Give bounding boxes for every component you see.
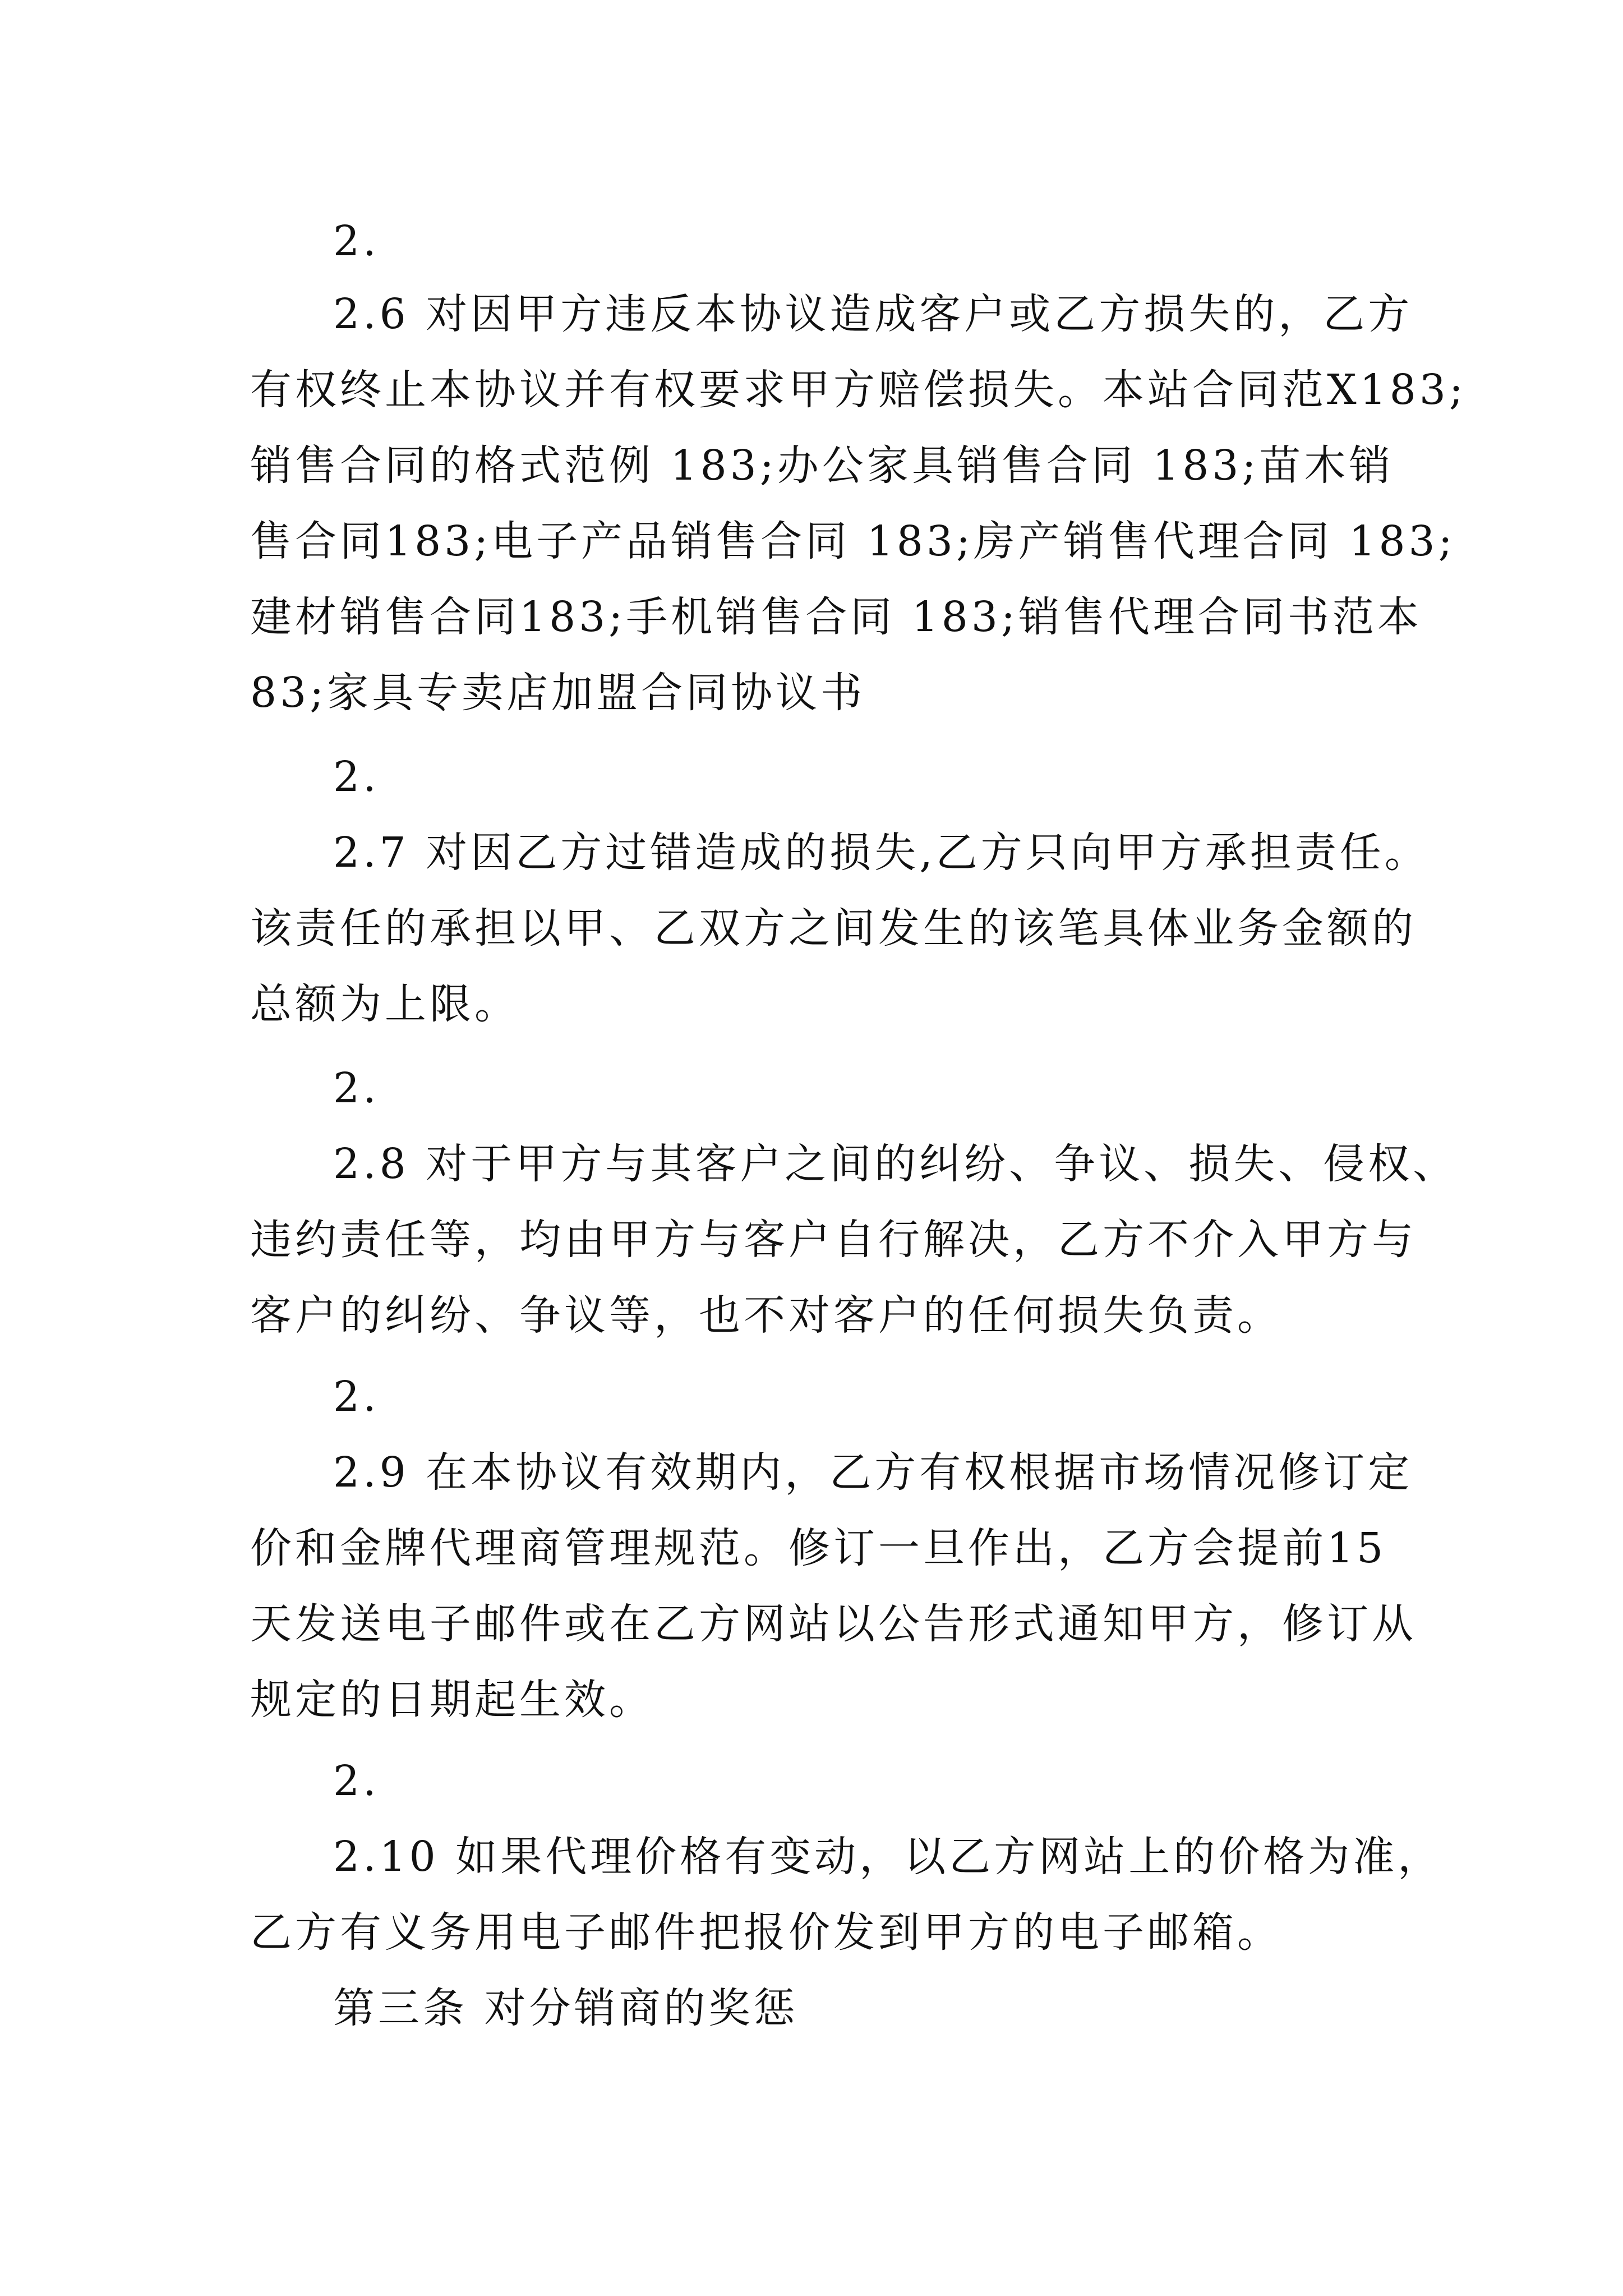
section-number-line: 2. [333,217,380,265]
clause-2-8-line-1: 2.8 对于甲方与其客户之间的纠纷、争议、损失、侵权、 [333,1140,1458,1188]
clause-2-6-line-1: 2.6 对因甲方违反本协议造成客户或乙方损失的，乙方 [333,290,1413,338]
section-number-line: 2. [333,753,380,801]
clause-2-8-line-3: 客户的纠纷、争议等，也不对客户的任何损失负责。 [250,1291,1282,1340]
clause-2-6-line-5: 建材销售合同183;手机销售合同 183;销售代理合同书范本 [250,593,1422,641]
clause-2-6-line-4: 售合同183;电子产品销售合同 183;房产销售代理合同 183; [250,517,1456,565]
clause-2-9-line-2: 价和金牌代理商管理规范。修订一旦作出，乙方会提前15 [250,1524,1387,1572]
clause-2-8-line-2: 违约责任等，均由甲方与客户自行解决，乙方不介入甲方与 [250,1216,1417,1264]
clause-2-9-line-3: 天发送电子邮件或在乙方网站以公告形式通知甲方，修订从 [250,1600,1417,1648]
clause-2-7-line-2: 该责任的承担以甲、乙双方之间发生的该笔具体业务金额的 [250,904,1417,953]
clause-2-10-line-2: 乙方有义务用电子邮件把报价发到甲方的电子邮箱。 [250,1908,1282,1957]
clause-2-10-line-1: 2.10 如果代理价格有变动，以乙方网站上的价格为准， [333,1833,1443,1881]
article-3-heading: 第三条 对分销商的奖惩 [333,1984,799,2032]
clause-2-6-line-3: 销售合同的格式范例 183;办公家具销售合同 183;苗木销 [250,441,1394,490]
clause-2-9-line-1: 2.9 在本协议有效期内，乙方有权根据市场情况修订定 [333,1448,1413,1497]
clause-2-7-line-3: 总额为上限。 [250,980,519,1028]
section-number-line: 2. [333,1757,380,1805]
clause-2-7-line-1: 2.7 对因乙方过错造成的损失,乙方只向甲方承担责任。 [333,829,1430,877]
clause-2-9-line-4: 规定的日期起生效。 [250,1676,654,1724]
section-number-line: 2. [333,1064,380,1112]
clause-2-6-line-6: 83;家具专卖店加盟合同协议书 [250,669,866,717]
clause-2-6-line-2: 有权终止本协议并有权要求甲方赔偿损失。本站合同范X183; [250,366,1467,414]
section-number-line: 2. [333,1373,380,1421]
